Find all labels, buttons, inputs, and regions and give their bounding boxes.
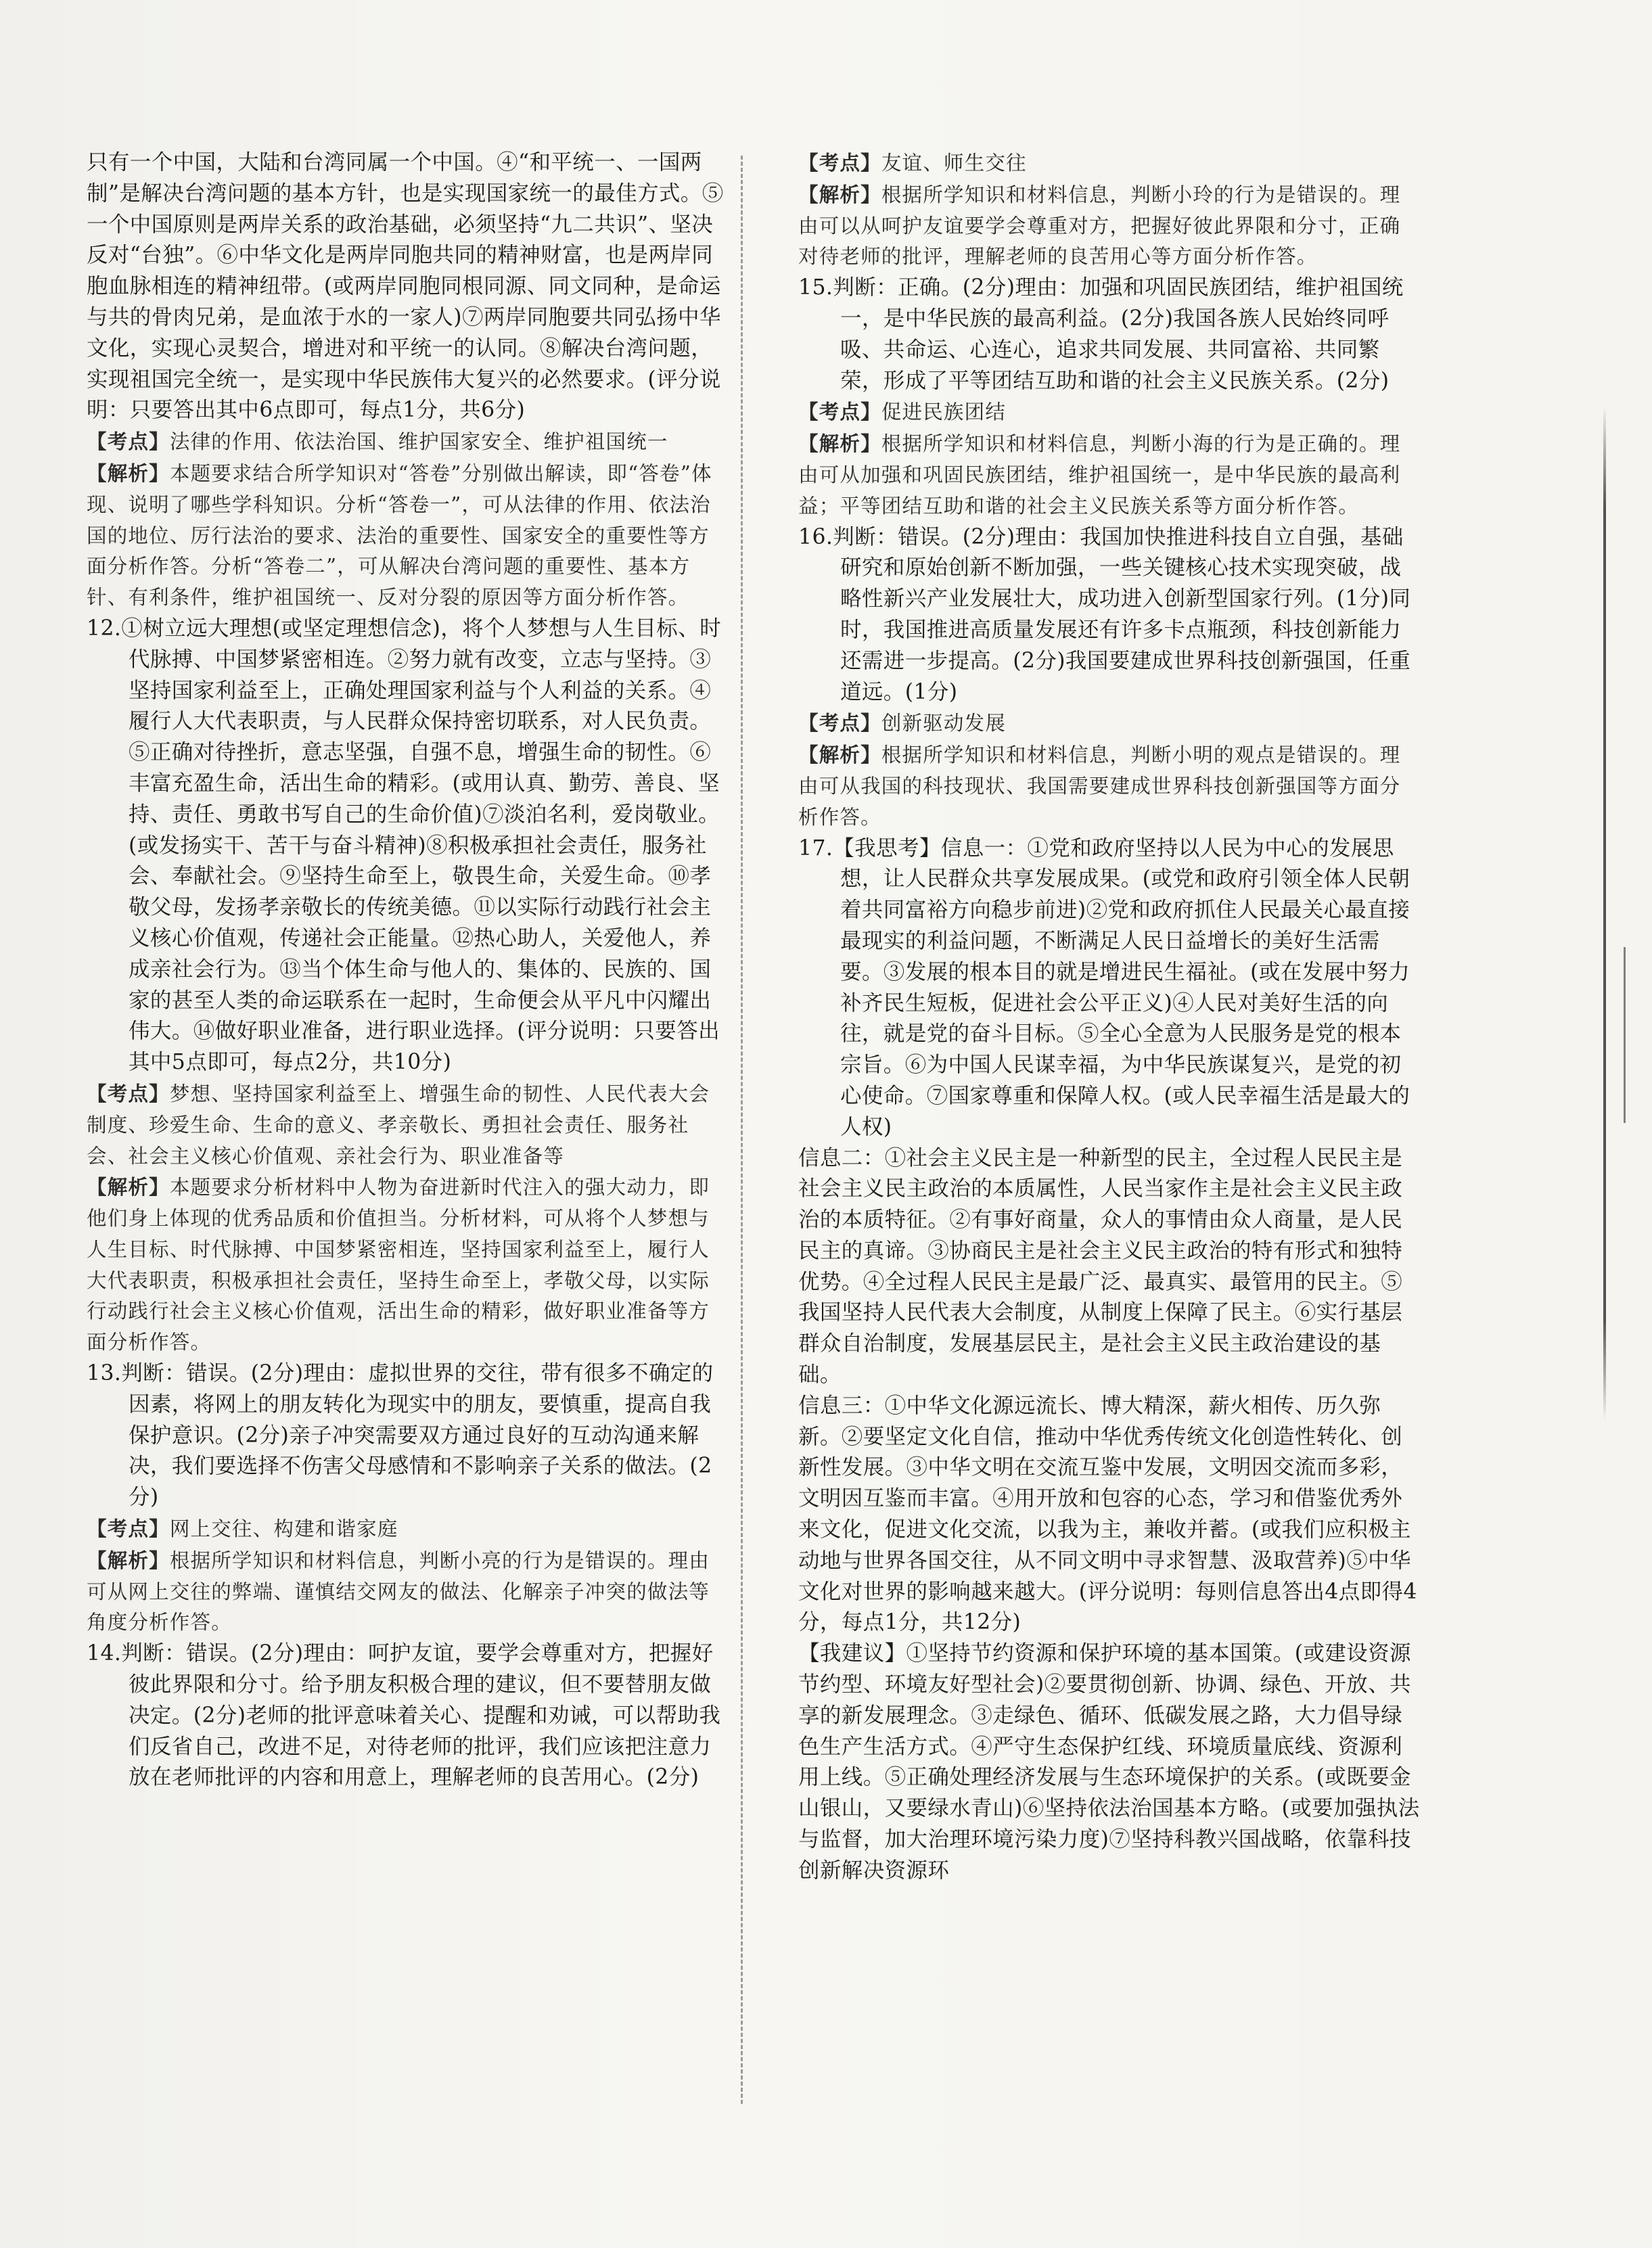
item-17-suggest: 【我建议】①坚持节约资源和保护环境的基本国策。(或建设资源节约型、环境友好型社会)②要贯彻创新、协调、绿色、开放、共享的新发展理念。③走绿色、循环、低碳发展之路，大力倡导绿色生产生活方式。④严守生态保护红线、环境质量底线、资源利用上线。⑤正确处理经济发展与生态环境保护的关系。(或既要金山银山，又要绿水青山)⑥坚持依法治国基本方略。(或要加强执法与监督，加大治理环境污染力度)⑦坚持科教兴国战略，依靠科技创新解决资源环 [798,1641,1420,1883]
jiexi-label: 【解析】 [798,182,881,206]
kaodian-text: 网上交往、构建和谐家庭 [169,1517,398,1541]
jiexi-label: 【解析】 [798,432,881,456]
item-14: 14.判断：错误。(2分)理由：呵护友谊，要学会尊重对方，把握好彼此界限和分寸。给予朋友积极合理的建议，但不要替朋友做决定。(2分)老师的批评意味着关心、提醒和劝诫，可以帮助我们反省自己，改进不足，对待老师的批评，我们应该把注意力放在老师批评的内容和用意上，理解老师的良苦用心。(2分) [87,1641,721,1790]
item-14-jiexi [798,179,1421,273]
right-column [798,147,1421,1887]
jiexi-text: 根据所学知识和材料信息，判断小明的观点是错误的。理由可从我国的科技现状、我国需要建成世界科技创新强国等方面分析作答。 [798,743,1401,829]
kaodian-label: 【考点】 [798,151,881,175]
left-column [87,147,726,1793]
item-12-kaodian [87,1078,726,1172]
item-16-kaodian [798,708,1421,739]
item-13-jiexi [87,1545,726,1638]
item-17-think: 17.【我思考】信息一：①党和政府坚持以人民为中心的发展思想，让人民群众共享发展成果。(或党和政府引领全体人民朝着共同富裕方向稳步前进)②党和政府抓住人民最关心最直接最现实的利益问题，不断满足人民日益增长的美好生活需要。③发展的根本目的就是增进民生福祉。(或在发展中努力补齐民生短板，促进社会公平正义)④人民对美好生活的向往，就是党的奋斗目标。⑤全心全意为人民服务是党的根本宗旨。⑥为中国人民谋幸福，为中华民族谋复兴，是党的初心使命。⑦国家尊重和保障人权。(或人民幸福生活是最大的人权) [798,835,1410,1139]
item-11-jiexi [87,458,726,614]
kaodian-text: 法律的作用、依法治国、维护国家安全、维护祖国统一 [169,430,668,454]
kaodian-label: 【考点】 [798,400,881,424]
item-13: 13.判断：错误。(2分)理由：虚拟世界的交往，带有很多不确定的因素，将网上的朋友转化为现实中的朋友，要慎重，提高自我保护意识。(2分)亲子冲突需要双方通过良好的互动沟通来解决，我们要选择不伤害父母感情和不影响亲子关系的做法。(2分) [87,1361,714,1510]
jiexi-text: 本题要求结合所学知识对“答卷”分别做出解读，即“答卷”体现、说明了哪些学科知识。分析“答卷一”，可从法律的作用、依法治国的地位、厉行法治的要求、法治的重要性、国家安全的重要性等方面分析作答。分析“答卷二”，可从解决台湾问题的重要性、基本方针、有利条件，维护祖国统一、反对分裂的原因等方面分析作答。 [87,461,712,610]
jiexi-text: 根据所学知识和材料信息，判断小玲的行为是错误的。理由可以从呵护友谊要学会尊重对方，把握好彼此界限和分寸，正确对待老师的批评，理解老师的良苦用心等方面分析作答。 [798,183,1401,269]
item-16: 16.判断：错误。(2分)理由：我国加快推进科技自立自强，基础研究和原始创新不断加强，一些关键核心技术实现突破，战略性新兴产业发展壮大，成功进入创新型国家行列。(1分)同时，我国推进高质量发展还有许多卡点瓶颈，科技创新能力还需进一步提高。(2分)我国要建成世界科技创新强国，任重道远。(1分) [798,524,1411,704]
item-14-kaodian [798,147,1421,179]
kaodian-text: 创新驱动发展 [881,712,1007,735]
item-16-jiexi [798,739,1421,833]
kaodian-text: 友谊、师生交往 [881,152,1027,175]
item-13-kaodian [87,1513,726,1545]
kaodian-label: 【考点】 [87,430,170,454]
column-divider [741,156,743,2104]
kaodian-label: 【考点】 [87,1517,170,1541]
jiexi-label: 【解析】 [87,1175,170,1199]
kaodian-label: 【考点】 [87,1081,170,1105]
kaodian-text: 促进民族团结 [881,400,1007,424]
jiexi-label: 【解析】 [87,461,170,485]
item-11-kaodian [87,426,726,458]
jiexi-text: 根据所学知识和材料信息，判断小海的行为是正确的。理由可从加强和巩固民族团结，维护祖国统一，是中华民族的最高利益；平等团结互助和谐的社会主义民族关系等方面分析作答。 [798,432,1401,518]
jiexi-text: 本题要求分析材料中人物为奋进新时代注入的强大动力，即他们身上体现的优秀品质和价值担当。分析材料，可从将个人梦想与人生目标、时代脉搏、中国梦紧密相连，坚持国家利益至上，履行人大代表职责，积极承担社会责任，坚持生命至上，孝敬父母，以实际行动践行社会主义核心价值观，活出生命的精彩，做好职业准备等方面分析作答。 [87,1176,710,1354]
binding-edge-shadow [1603,406,1606,1421]
item-15-jiexi [798,428,1421,522]
jiexi-text: 根据所学知识和材料信息，判断小亮的行为是错误的。理由可从网上交往的弊端、谨慎结交网友的做法、化解亲子冲突的做法等角度分析作答。 [87,1549,710,1634]
item-12: 12.①树立远大理想(或坚定理想信念)，将个人梦想与人生目标、时代脉搏、中国梦紧密相连。②努力就有改变，立志与坚持。③坚持国家利益至上，正确处理国家利益与个人利益的关系。④履行人大代表职责，与人民群众保持密切联系，对人民负责。⑤正确对待挫折，意志坚强，自强不息，增强生命的韧性。⑥丰富充盈生命，活出生命的精彩。(或用认真、勤劳、善良、坚持、责任、勇敢书写自己的生命价值)⑦淡泊名利，爱岗敬业。(或发扬实干、苦干与奋斗精神)⑧积极承担社会责任，服务社会、奉献社会。⑨坚持生命至上，敬畏生命，关爱生命。⑩孝敬父母，发扬孝亲敬长的传统美德。⑪以实际行动践行社会主义核心价值观，传递社会正能量。⑫热心助人，关爱他人，养成亲社会行为。⑬当个体生命与他人的、集体的、民族的、国家的甚至人类的命运联系在一起时，生命便会从平凡中闪耀出伟大。⑭做好职业准备，进行职业选择。(评分说明：只要答出其中5点即可，每点2分，共10分) [87,616,721,1075]
jiexi-label: 【解析】 [798,743,881,767]
item-15: 15.判断：正确。(2分)理由：加强和巩固民族团结，维护祖国统一，是中华民族的最高利益。(2分)我国各族人民始终同呼吸、共命运、心连心，追求共同发展、共同富裕、共同繁荣，形成了平等团结互助和谐的社会主义民族关系。(2分) [798,275,1404,393]
binding-edge-shadow-lower [1624,947,1626,1123]
item-17-info-2: 信息二：①社会主义民主是一种新型的民主，全过程人民民主是社会主义民主政治的本质属性，人民当家作主是社会主义民主政治的本质特征。②有事好商量，众人的事情由众人商量，是人民民主的真谛。③协商民主是社会主义民主政治的特有形式和独特优势。④全过程人民民主是最广泛、最真实、最管用的民主。⑤我国坚持人民代表大会制度，从制度上保障了民主。⑥实行基层群众自治制度，发展基层民主，是社会主义民主政治建设的基础。 [798,1145,1403,1387]
item-15-kaodian [798,396,1421,428]
kaodian-text: 梦想、坚持国家利益至上、增强生命的韧性、人民代表大会制度、珍爱生命、生命的意义、孝亲敬长、勇担社会责任、服务社会、社会主义核心价值观、亲社会行为、职业准备等 [87,1082,710,1168]
item-12-jiexi [87,1172,726,1358]
kaodian-label: 【考点】 [798,711,881,735]
item-11-continued: 只有一个中国，大陆和台湾同属一个中国。④“和平统一、一国两制”是解决台湾问题的基本方针，也是实现国家统一的最佳方式。⑤一个中国原则是两岸关系的政治基础，必须坚持“九二共识”、坚决反对“台独”。⑥中华文化是两岸同胞共同的精神财富，也是两岸同胞血脉相连的精神纽带。(或两岸同胞同根同源、同文同种，是命运与共的骨肉兄弟，是血浓于水的一家人)⑦两岸同胞要共同弘扬中华文化，实现心灵契合，增进对和平统一的认同。⑧解决台湾问题，实现祖国完全统一，是实现中华民族伟大复兴的必然要求。(评分说明：只要答出其中6点即可，每点1分，共6分) [87,150,724,423]
jiexi-label: 【解析】 [87,1548,170,1572]
item-17-info-3: 信息三：①中华文化源远流长、博大精深，薪火相传、历久弥新。②要坚定文化自信，推动中华优秀传统文化创造性转化、创新性发展。③中华文明在交流互鉴中发展，文明因交流而多彩，文明因互鉴而丰富。④用开放和包容的心态，学习和借鉴优秀外来文化，促进文化交流，以我为主，兼收并蓄。(或我们应积极主动地与世界各国交往，从不同文明中寻求智慧、汲取营养)⑤中华文化对世界的影响越来越大。(评分说明：每则信息答出4点即得4分，每点1分，共12分) [798,1393,1417,1635]
